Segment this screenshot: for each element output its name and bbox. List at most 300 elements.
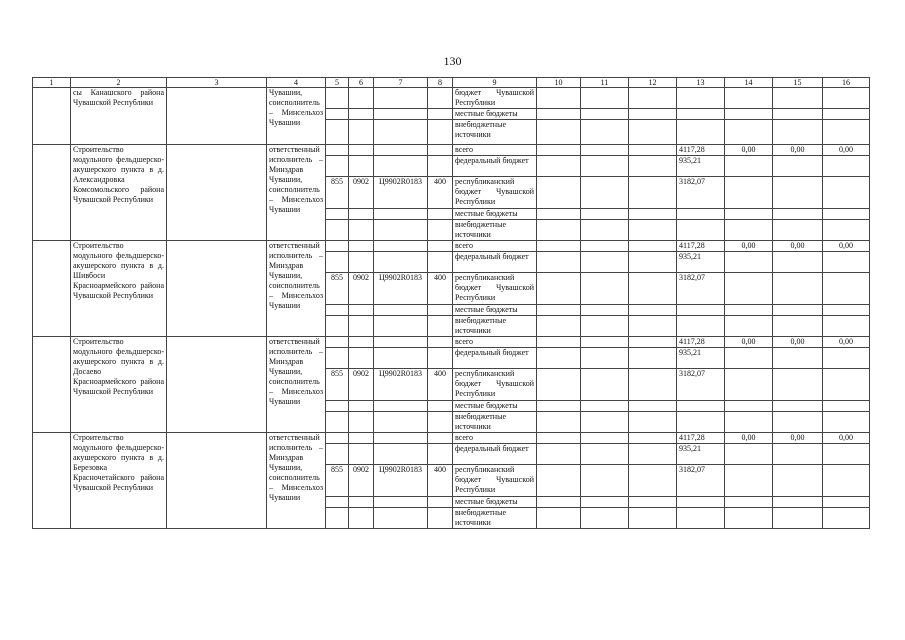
value-2020: 0,00 [725,241,773,252]
measure-name: Строительство модульного фельдшерско-акушерского пункта в д. Шивбоси Красноармейского района Чувашской Республики [71,241,167,337]
code-cell-5 [326,401,349,412]
value-cell-10 [537,316,581,337]
value-cell-11 [581,316,629,337]
column-header-12: 12 [629,78,677,88]
value-2022 [823,252,870,273]
value-2020 [725,177,773,209]
value-cell-12 [629,156,677,177]
value-cell-11 [581,508,629,529]
code-cell-5 [326,348,349,369]
code-grbs: 855 [326,369,349,401]
value-2021 [773,156,823,177]
header-row [33,78,870,88]
value-cell-11 [581,401,629,412]
source-label: внебюджетные источники [453,508,537,529]
value-2019: 935,21 [677,348,725,369]
value-cell-12 [629,88,677,109]
value-2019 [677,497,725,508]
code-cell-6 [349,120,374,145]
value-2022 [823,497,870,508]
source-label: республиканский бюджет Чувашской Республики [453,273,537,305]
value-2020 [725,156,773,177]
value-cell-12 [629,120,677,145]
value-cell-12 [629,369,677,401]
value-2021 [773,220,823,241]
code-cell-6 [349,348,374,369]
value-2019 [677,220,725,241]
value-2020 [725,316,773,337]
code-cell-7 [374,156,428,177]
value-2022: 0,00 [823,337,870,348]
code-cell-8 [428,348,453,369]
code-cell-5 [326,220,349,241]
code-cell-7 [374,120,428,145]
value-cell-11 [581,444,629,465]
code-cell-6 [349,412,374,433]
value-cell-10 [537,177,581,209]
source-label: местные бюджеты [453,401,537,412]
value-2021 [773,177,823,209]
value-cell-12 [629,337,677,348]
value-cell-11 [581,369,629,401]
value-2022 [823,209,870,220]
value-cell-12 [629,109,677,120]
value-cell-10 [537,337,581,348]
value-cell-10 [537,156,581,177]
value-2022 [823,369,870,401]
code-cell-5 [326,120,349,145]
code-cell-5 [326,252,349,273]
value-cell-10 [537,433,581,444]
code-cell-6 [349,337,374,348]
column-header-5: 5 [326,78,349,88]
code-cell-6 [349,220,374,241]
value-cell-12 [629,316,677,337]
value-cell-11 [581,145,629,156]
value-2020 [725,273,773,305]
value-2021: 0,00 [773,337,823,348]
value-2021 [773,412,823,433]
value-cell-11 [581,305,629,316]
value-2021: 0,00 [773,241,823,252]
empty-col3 [167,337,267,433]
executor: Чувашии, соисполнитель – Минсельхоз Чувашии [267,88,326,145]
code-cell-8 [428,305,453,316]
value-2019: 3182,07 [677,273,725,305]
value-cell-12 [629,465,677,497]
source-label: внебюджетные источники [453,316,537,337]
code-cell-6 [349,508,374,529]
code-cell-8 [428,412,453,433]
code-cell-6 [349,241,374,252]
code-cell-5 [326,497,349,508]
value-2019: 935,21 [677,444,725,465]
measure-name: Строительство модульного фельдшерско-акушерского пункта в д. Березовка Красночетайского района Чувашской Республики [71,433,167,529]
column-header-3: 3 [167,78,267,88]
column-header-15: 15 [773,78,823,88]
value-2022 [823,316,870,337]
value-cell-14 [725,88,773,109]
value-cell-12 [629,209,677,220]
value-2022 [823,156,870,177]
value-cell-11 [581,156,629,177]
column-header-4: 4 [267,78,326,88]
value-cell-12 [629,497,677,508]
code-cell-6 [349,252,374,273]
measure-name: Строительство модульного фельдшерско-акушерского пункта в д. Александровка Комсомольского района Чувашской Республики [71,145,167,241]
code-cell-7 [374,433,428,444]
value-2020 [725,209,773,220]
value-cell-12 [629,412,677,433]
value-2022 [823,401,870,412]
value-cell-11 [581,209,629,220]
value-2021: 0,00 [773,145,823,156]
code-cell-7 [374,337,428,348]
code-cell-6 [349,401,374,412]
code-cell-8 [428,497,453,508]
value-cell-10 [537,209,581,220]
code-cell-6 [349,209,374,220]
value-cell-12 [629,348,677,369]
budget-table [32,77,870,529]
code-cell-7 [374,412,428,433]
code-cell-8 [428,209,453,220]
code-cell-8 [428,337,453,348]
code-cell-8 [428,241,453,252]
value-2021 [773,305,823,316]
code-grbs: 855 [326,177,349,209]
code-cell-7 [374,497,428,508]
value-cell-15 [773,88,823,109]
value-2022: 0,00 [823,145,870,156]
value-cell-14 [725,109,773,120]
value-2021 [773,508,823,529]
value-2020: 0,00 [725,337,773,348]
source-label: федеральный бюджет [453,156,537,177]
value-cell-14 [725,120,773,145]
code-rzpr: 0902 [349,273,374,305]
code-csr: Ц9902R0183 [374,273,428,305]
source-label: местные бюджеты [453,497,537,508]
source-label: бюджет Чувашской Республики [453,88,537,109]
source-label: местные бюджеты [453,305,537,316]
code-cell-6 [349,109,374,120]
table-row [33,337,870,348]
value-2019 [677,209,725,220]
value-2020 [725,348,773,369]
code-csr: Ц9902R0183 [374,177,428,209]
value-2020 [725,220,773,241]
value-cell-13 [677,88,725,109]
column-header-8: 8 [428,78,453,88]
value-2022 [823,273,870,305]
code-cell-7 [374,444,428,465]
empty-col3 [167,433,267,529]
code-cell-5 [326,241,349,252]
value-2019: 3182,07 [677,465,725,497]
value-2019: 4117,28 [677,337,725,348]
code-cell-6 [349,316,374,337]
value-cell-11 [581,348,629,369]
value-2019 [677,316,725,337]
code-cell-5 [326,209,349,220]
code-cell-8 [428,316,453,337]
source-label: внебюджетные источники [453,412,537,433]
value-cell-11 [581,120,629,145]
value-cell-10 [537,241,581,252]
source-label: республиканский бюджет Чувашской Республики [453,177,537,209]
code-cell-6 [349,305,374,316]
column-header-14: 14 [725,78,773,88]
value-2022 [823,465,870,497]
value-cell-12 [629,220,677,241]
table-row [33,241,870,252]
value-cell-10 [537,401,581,412]
value-cell-11 [581,88,629,109]
code-cell-5 [326,508,349,529]
value-2022: 0,00 [823,241,870,252]
code-cell-7 [374,220,428,241]
value-2021 [773,252,823,273]
value-cell-11 [581,337,629,348]
value-cell-15 [773,109,823,120]
value-cell-12 [629,433,677,444]
code-rzpr: 0902 [349,369,374,401]
column-header-7: 7 [374,78,428,88]
empty-col3 [167,145,267,241]
value-2021 [773,497,823,508]
value-2022 [823,348,870,369]
value-2022 [823,220,870,241]
column-header-1: 1 [33,78,71,88]
value-2019: 935,21 [677,252,725,273]
code-cell-8 [428,145,453,156]
code-cell-8 [428,220,453,241]
value-cell-11 [581,412,629,433]
code-cell-5 [326,305,349,316]
value-cell-12 [629,508,677,529]
code-cell-8 [428,444,453,465]
value-cell-11 [581,220,629,241]
value-2020 [725,252,773,273]
empty-col3 [167,241,267,337]
value-2022 [823,444,870,465]
value-cell-11 [581,177,629,209]
executor: ответственный исполнитель – Минздрав Чувашии, соисполнитель – Минсельхоз Чувашии [267,337,326,433]
value-2020 [725,305,773,316]
value-cell-11 [581,241,629,252]
source-label: республиканский бюджет Чувашской Республики [453,369,537,401]
code-grbs: 855 [326,273,349,305]
value-cell-12 [629,305,677,316]
code-cell-7 [374,109,428,120]
value-2020 [725,369,773,401]
value-2019: 4117,28 [677,433,725,444]
value-cell-10 [537,369,581,401]
source-label: внебюджетные источники [453,120,537,145]
code-cell-7 [374,88,428,109]
value-cell-10 [537,252,581,273]
page-number: 130 [443,54,462,68]
value-2020 [725,401,773,412]
code-cell-8 [428,508,453,529]
value-2019: 3182,07 [677,369,725,401]
value-cell-10 [537,508,581,529]
code-cell-8 [428,109,453,120]
value-cell-12 [629,241,677,252]
measure-name: Строительство модульного фельдшерско-акушерского пункта в д. Досаево Красноармейского района Чувашской Республики [71,337,167,433]
value-2022 [823,177,870,209]
value-2020: 0,00 [725,145,773,156]
table-row [33,145,870,156]
value-2020 [725,497,773,508]
value-2020 [725,508,773,529]
cont-col1 [33,88,71,145]
value-cell-10 [537,444,581,465]
column-header-10: 10 [537,78,581,88]
table-row [33,88,870,109]
value-2021 [773,273,823,305]
source-label: республиканский бюджет Чувашской Республики [453,465,537,497]
value-cell-10 [537,348,581,369]
code-csr: Ц9902R0183 [374,465,428,497]
code-cell-8 [428,156,453,177]
value-2021: 0,00 [773,433,823,444]
code-grbs: 855 [326,465,349,497]
value-2021 [773,316,823,337]
executor: ответственный исполнитель – Минздрав Чувашии, соисполнитель – Минсельхоз Чувашии [267,433,326,529]
value-2020: 0,00 [725,433,773,444]
column-header-9: 9 [453,78,537,88]
value-cell-13 [677,109,725,120]
source-label: всего [453,337,537,348]
value-cell-10 [537,273,581,305]
value-cell-11 [581,252,629,273]
value-cell-16 [823,120,870,145]
code-cell-7 [374,145,428,156]
code-cell-5 [326,433,349,444]
executor: ответственный исполнитель – Минздрав Чувашии, соисполнитель – Минсельхоз Чувашии [267,241,326,337]
value-cell-10 [537,88,581,109]
source-label: местные бюджеты [453,109,537,120]
row-number [33,145,71,241]
value-2021 [773,369,823,401]
code-cell-7 [374,316,428,337]
value-cell-11 [581,465,629,497]
source-label: внебюджетные источники [453,220,537,241]
value-cell-11 [581,109,629,120]
value-2020 [725,444,773,465]
value-2021 [773,401,823,412]
code-vr: 400 [428,177,453,209]
value-2020 [725,412,773,433]
row-number [33,433,71,529]
value-cell-10 [537,412,581,433]
executor: ответственный исполнитель – Минздрав Чувашии, соисполнитель – Минсельхоз Чувашии [267,145,326,241]
code-cell-8 [428,88,453,109]
value-cell-13 [677,120,725,145]
code-cell-8 [428,433,453,444]
code-cell-5 [326,145,349,156]
code-cell-7 [374,348,428,369]
code-cell-6 [349,497,374,508]
value-cell-10 [537,497,581,508]
code-cell-6 [349,156,374,177]
source-label: местные бюджеты [453,209,537,220]
column-header-13: 13 [677,78,725,88]
value-cell-12 [629,252,677,273]
code-cell-5 [326,109,349,120]
value-2019: 4117,28 [677,241,725,252]
row-number [33,241,71,337]
code-cell-5 [326,316,349,337]
code-rzpr: 0902 [349,177,374,209]
value-cell-10 [537,145,581,156]
source-label: всего [453,145,537,156]
value-cell-15 [773,120,823,145]
cont-col3 [167,88,267,145]
code-cell-6 [349,433,374,444]
column-header-6: 6 [349,78,374,88]
value-cell-10 [537,120,581,145]
code-cell-7 [374,305,428,316]
code-cell-6 [349,88,374,109]
value-cell-16 [823,109,870,120]
value-2021 [773,209,823,220]
value-2019: 4117,28 [677,145,725,156]
column-header-11: 11 [581,78,629,88]
value-cell-10 [537,220,581,241]
code-cell-8 [428,252,453,273]
value-2019: 3182,07 [677,177,725,209]
table-row [33,433,870,444]
value-2022 [823,412,870,433]
code-cell-7 [374,241,428,252]
value-2020 [725,465,773,497]
value-2021 [773,348,823,369]
code-cell-7 [374,508,428,529]
value-cell-12 [629,177,677,209]
value-cell-12 [629,145,677,156]
row-number [33,337,71,433]
value-cell-16 [823,88,870,109]
value-cell-12 [629,273,677,305]
value-2022: 0,00 [823,433,870,444]
value-2021 [773,465,823,497]
value-2019 [677,508,725,529]
code-cell-7 [374,209,428,220]
source-label: федеральный бюджет [453,252,537,273]
measure-name: сы Канашского района Чувашской Республики [71,88,167,145]
code-cell-8 [428,120,453,145]
code-cell-5 [326,337,349,348]
value-cell-12 [629,401,677,412]
value-2019 [677,305,725,316]
value-cell-10 [537,109,581,120]
source-label: всего [453,241,537,252]
code-cell-7 [374,401,428,412]
code-cell-6 [349,145,374,156]
value-cell-10 [537,465,581,497]
value-cell-12 [629,444,677,465]
code-vr: 400 [428,273,453,305]
value-2022 [823,305,870,316]
code-vr: 400 [428,465,453,497]
value-2021 [773,444,823,465]
code-rzpr: 0902 [349,465,374,497]
code-cell-5 [326,88,349,109]
value-2022 [823,508,870,529]
